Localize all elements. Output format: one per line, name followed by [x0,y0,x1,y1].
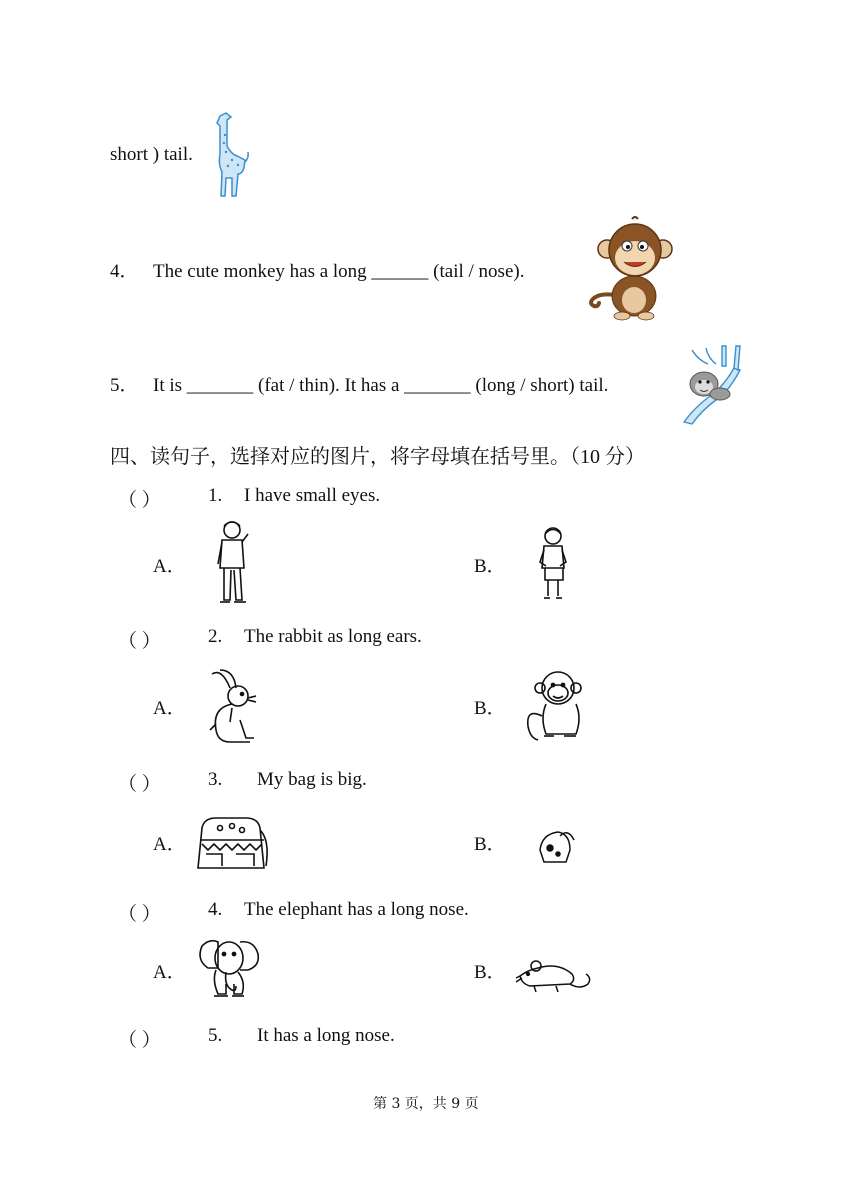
man-standing-icon [210,518,254,608]
answer-bracket-5[interactable]: （ ） [118,1030,161,1051]
item-5-number: 5． [110,375,139,396]
question-3-text: My bag is big. [257,769,367,790]
question-1-option-a: A． [153,556,186,577]
question-3-option-b: B． [474,834,506,855]
question-4-text: The elephant has a long nose. [244,899,469,920]
question-4-option-a: A． [153,962,186,983]
mouse-icon [514,954,594,1000]
question-2-text: The rabbit as long ears. [244,626,422,647]
rabbit-icon [202,668,264,748]
question-4-option-b: B． [474,962,506,983]
question-1-number: 1. [208,485,223,506]
question-3-option-a: A． [153,834,186,855]
item-5-text: It is _______ (fat / thin). It has a _______ (long / short) tail. [153,375,609,396]
question-1-option-b: B． [474,556,506,577]
question-5-text: It has a long nose. [257,1025,395,1046]
monkey-icon [522,666,588,746]
section-4-title: 四、读句子，选择对应的图片，将字母填在括号里。（10 分） [110,446,645,468]
answer-bracket-3[interactable]: （ ） [118,774,161,795]
monkey-sitting-icon [586,216,678,322]
top-line-text: short ) tail. [110,144,193,165]
answer-bracket-2[interactable]: （ ） [118,631,161,652]
big-bag-icon [196,814,272,872]
answer-bracket-4[interactable]: （ ） [118,904,161,925]
elephant-icon [194,936,264,1002]
monkey-on-branch-icon [682,344,744,426]
question-2-number: 2. [208,626,223,647]
question-2-option-a: A． [153,698,186,719]
question-3-number: 3. [208,769,223,790]
small-bag-icon [534,826,578,866]
answer-bracket-1[interactable]: （ ） [118,490,161,511]
item-4-number: 4． [110,261,139,282]
item-4-text: The cute monkey has a long ______ (tail / nose). [153,261,525,282]
page-footer: 第 3 页，共 9 页 [373,1096,479,1112]
question-2-option-b: B． [474,698,506,719]
boy-standing-icon [536,524,572,604]
giraffe-icon [210,110,250,198]
question-4-number: 4. [208,899,223,920]
question-5-number: 5. [208,1025,223,1046]
question-1-text: I have small eyes. [244,485,381,506]
